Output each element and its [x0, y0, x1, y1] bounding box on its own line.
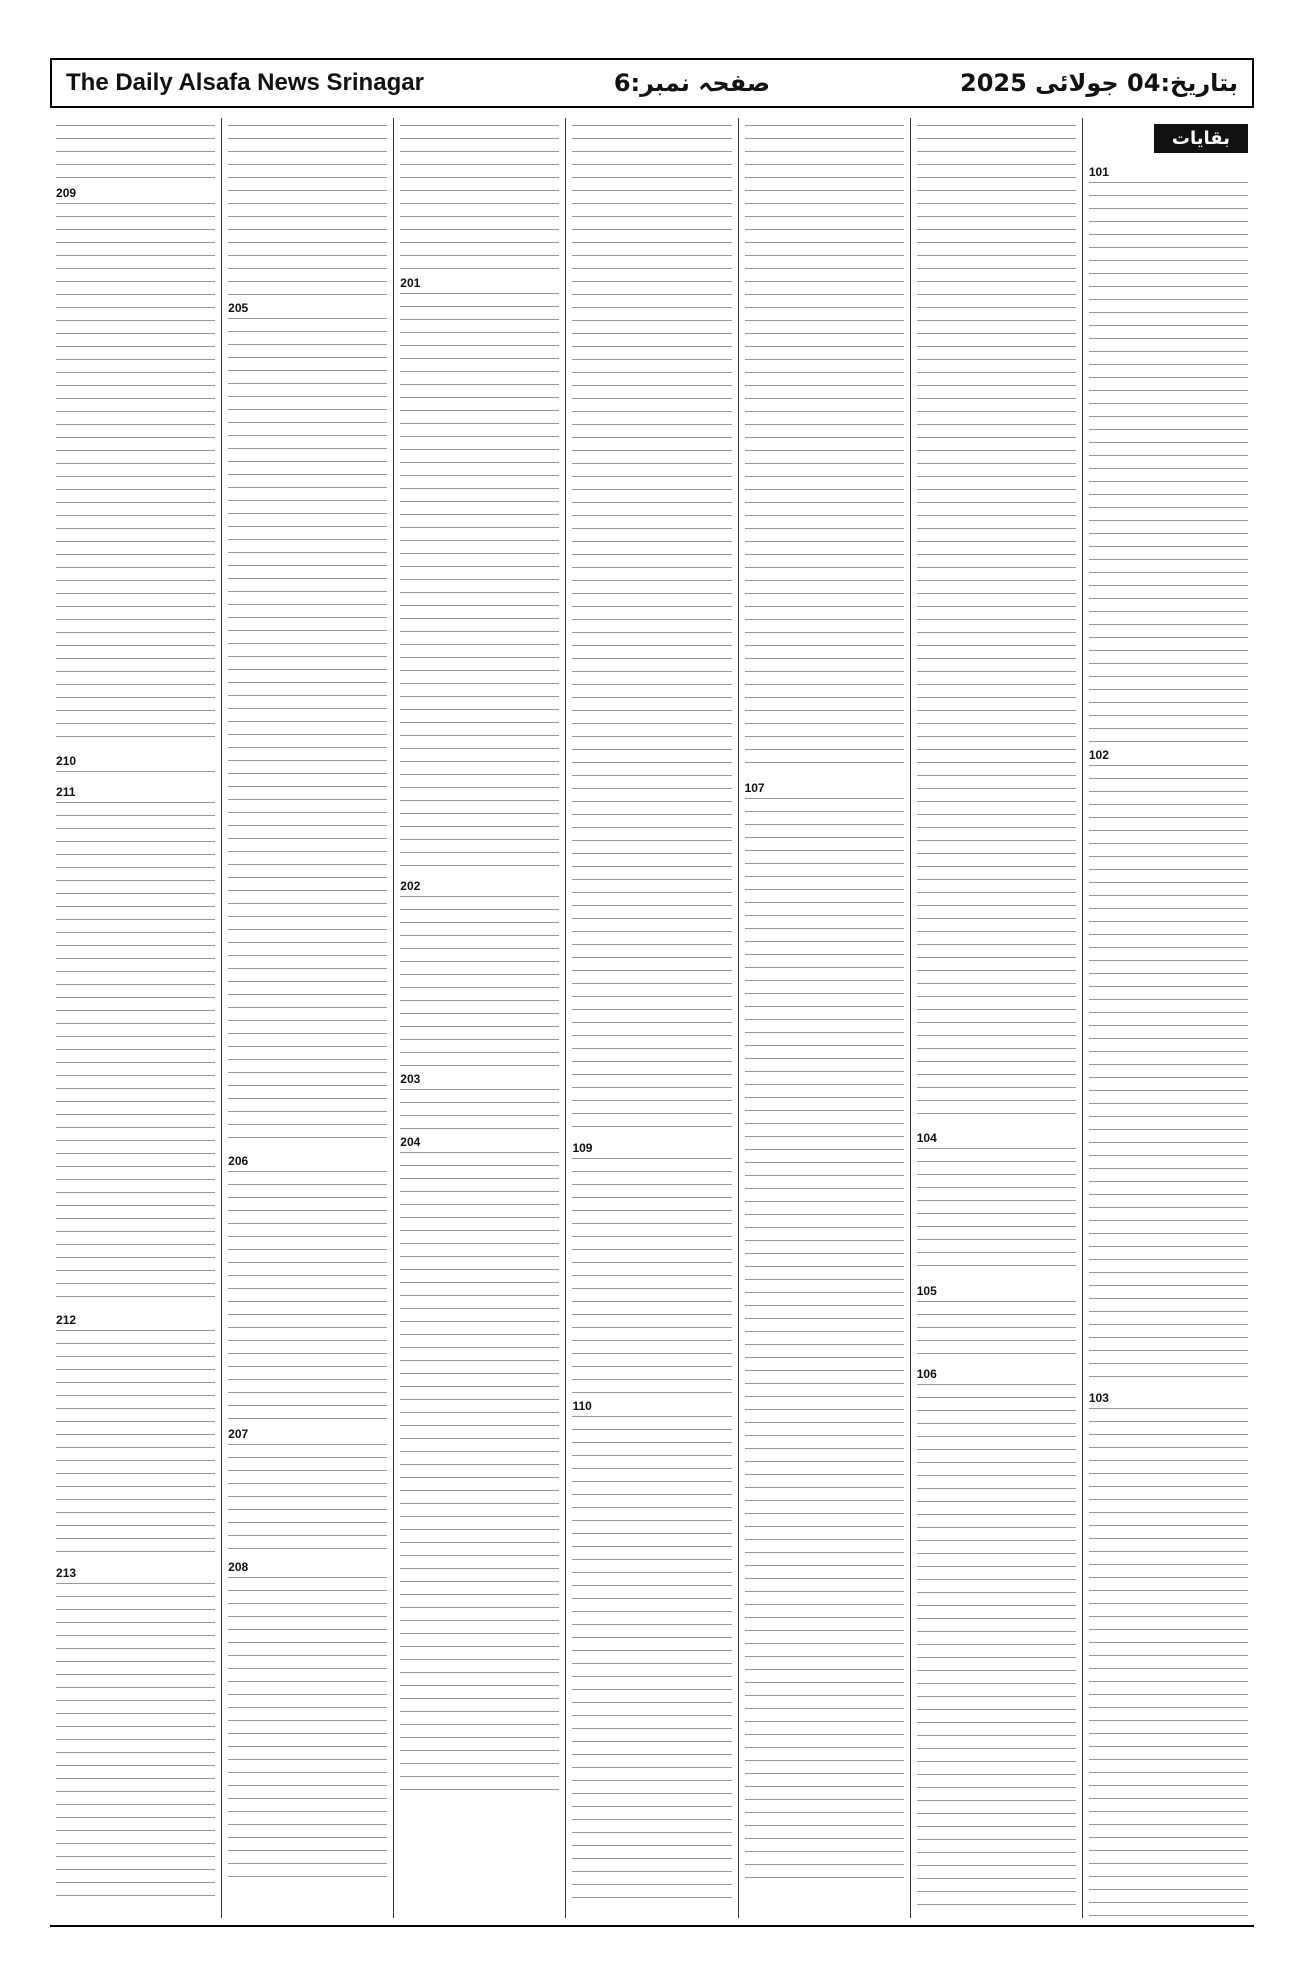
- article-text: [228, 1444, 387, 1554]
- item-number: 207: [228, 1427, 249, 1441]
- bottom-rule: [50, 1925, 1254, 1927]
- article-text: [917, 1148, 1076, 1278]
- article-text: [572, 1158, 731, 1393]
- article-text: [400, 1089, 559, 1129]
- article-text: [56, 771, 215, 779]
- item-number: 102: [1088, 748, 1109, 762]
- page-number: صفحہ نمبر:6: [613, 69, 771, 97]
- article-text: [56, 203, 215, 748]
- article-text: [572, 1416, 731, 1906]
- item-number: 107: [744, 781, 765, 795]
- item-number: 209: [56, 186, 77, 200]
- item-number: 204: [400, 1135, 421, 1149]
- column-6: [221, 118, 393, 1918]
- article-text: [745, 125, 904, 775]
- masthead: [50, 58, 1254, 108]
- item-number: 206: [228, 1154, 249, 1168]
- item-number: 103: [1088, 1391, 1109, 1405]
- article-text: [1089, 1408, 1248, 1918]
- item-number: 212: [56, 1313, 77, 1327]
- item-number: 203: [400, 1072, 421, 1086]
- article-text: [228, 1577, 387, 1877]
- article-text: [1089, 765, 1248, 1385]
- item-number: 201: [400, 276, 421, 290]
- item-number: 109: [572, 1141, 593, 1155]
- item-number: 213: [56, 1566, 77, 1580]
- article-text: [1089, 182, 1248, 742]
- item-number: 106: [916, 1367, 937, 1381]
- item-number: 110: [572, 1399, 592, 1413]
- article-text: [228, 125, 387, 295]
- article-text: [400, 293, 559, 873]
- article-text: [400, 125, 559, 270]
- item-number: 104: [916, 1131, 937, 1145]
- item-number: 210: [56, 754, 77, 768]
- article-text: [917, 1384, 1076, 1914]
- column-1: [1082, 118, 1254, 1918]
- issue-date: بتاریخ:04 جولائی 2025: [960, 69, 1238, 97]
- item-number: 205: [228, 301, 249, 315]
- column-3: [738, 118, 910, 1918]
- article-text: [745, 798, 904, 1888]
- paper-name: The Daily Alsafa News Srinagar: [66, 69, 424, 96]
- item-number: 208: [228, 1560, 249, 1574]
- column-5: [393, 118, 565, 1918]
- column-4: [565, 118, 737, 1918]
- item-number: 202: [400, 879, 421, 893]
- column-2: [910, 118, 1082, 1918]
- item-number: 105: [916, 1284, 937, 1298]
- section-label: بقایات: [1154, 124, 1248, 153]
- article-text: [56, 1583, 215, 1903]
- article-text: [56, 1330, 215, 1560]
- article-text: [400, 1152, 559, 1802]
- article-text: [56, 802, 215, 1307]
- item-number: 101: [1088, 165, 1109, 179]
- article-text: [228, 318, 387, 1148]
- article-text: [572, 125, 731, 1135]
- article-text: [56, 125, 215, 180]
- article-text: [400, 896, 559, 1066]
- article-text: [917, 125, 1076, 1125]
- item-number: 211: [56, 785, 76, 799]
- column-7: [50, 118, 221, 1918]
- article-columns: [50, 118, 1254, 1918]
- article-text: [917, 1301, 1076, 1361]
- article-text: [228, 1171, 387, 1421]
